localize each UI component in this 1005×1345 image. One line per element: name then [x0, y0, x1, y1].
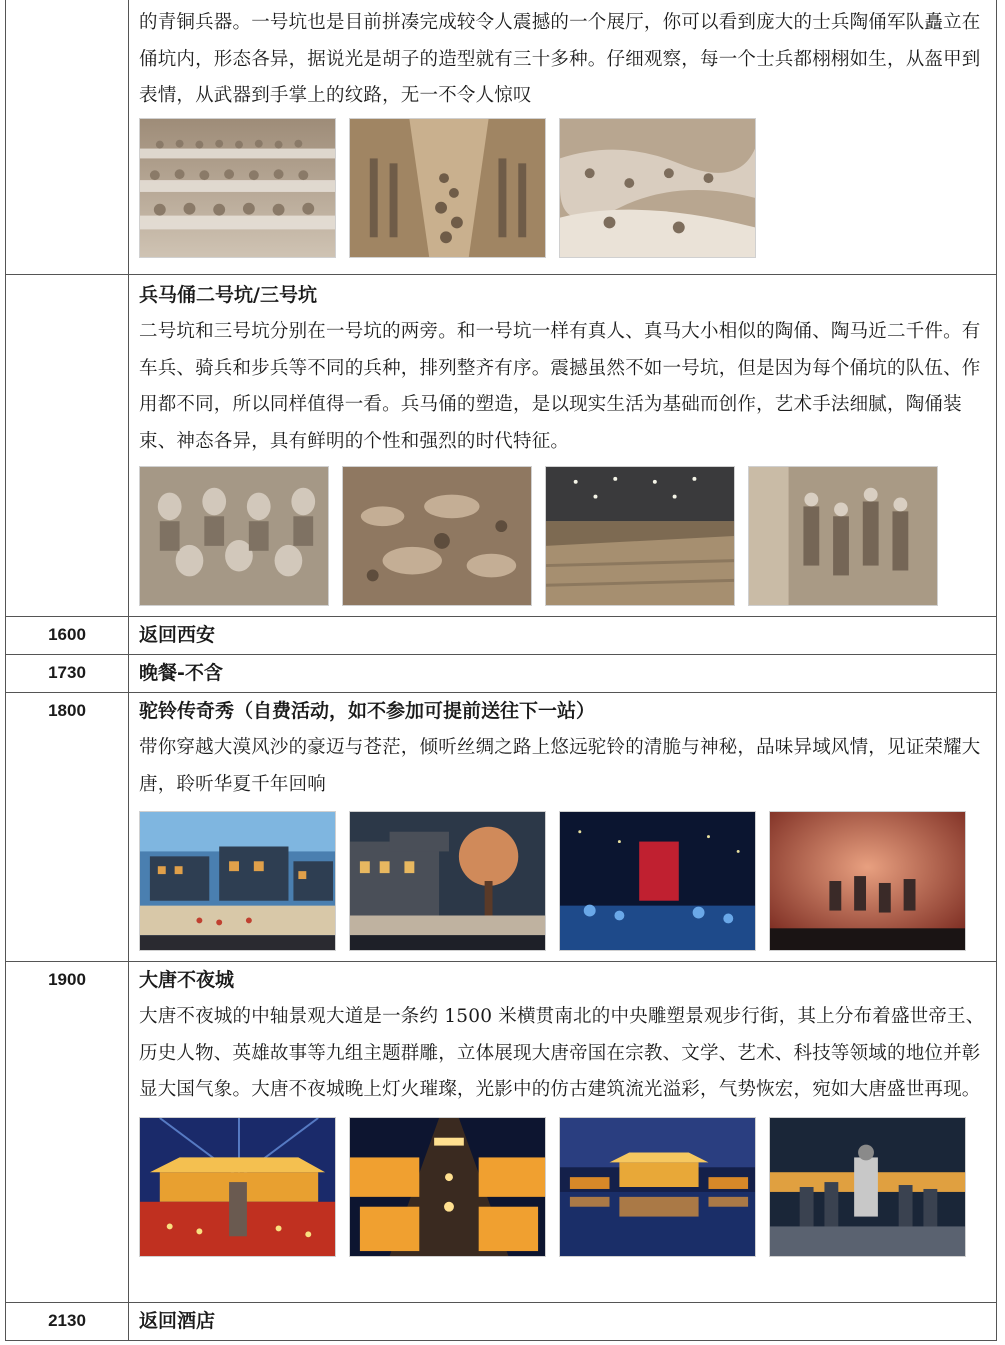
activity-description: 二号坑和三号坑分别在一号坑的两旁。和一号坑一样有真人、真马大小相似的陶俑、陶马近二千件。有车兵、骑兵和步兵等不同的兵种，排列整齐有序。震撼虽然不如一号坑，但是因为每个俑坑的队伍、作用都不同，所以同样值得一看。兵马俑的塑造，是以现实生活为基础而创作，艺术手法细腻，陶俑装束、神态各异，具有鲜明的个性和强烈的时代特征。 [139, 321, 981, 452]
photo-strip [139, 1109, 988, 1267]
content-cell [129, 1303, 997, 1341]
activity-title: 驼铃传奇秀（自费活动，如不参加可提前送往下一站） [139, 700, 596, 722]
tang-avenue-aerial-photo [349, 1117, 546, 1257]
terracotta-pit1-rows-photo [349, 118, 546, 258]
pit3-figures-photo [748, 466, 938, 606]
activity-title: 返回酒店 [139, 1310, 216, 1332]
activity-description: 的青铜兵器。一号坑也是目前拼凑完成较令人震撼的一个展厅，你可以看到庞大的士兵陶俑军队矗立在俑坑内，形态各异，据说光是胡子的造型就有三十多种。仔细观察，每一个士兵都栩栩如生，从盔甲到表情，从武器到手掌上的纹路，无一不令人惊叹 [139, 12, 981, 106]
time-cell [6, 275, 129, 617]
warriors-closeup-photo [139, 466, 329, 606]
activity-title: 兵马俑二号坑/三号坑 [139, 284, 317, 306]
itinerary-row [6, 962, 997, 1303]
activity-description: 带你穿越大漠风沙的豪迈与苍茫，倾听丝绸之路上悠远驼铃的清脆与神秘，品味异域风情，见证荣耀大唐，聆听华夏千年回响 [139, 737, 981, 795]
photo-strip [139, 115, 988, 268]
time-cell: 1800 [6, 693, 129, 962]
time-cell: 1600 [6, 617, 129, 655]
itinerary-row [6, 0, 997, 275]
itinerary-table [5, 0, 997, 1341]
time-cell: 2130 [6, 1303, 129, 1341]
activity-title: 大唐不夜城 [139, 969, 235, 991]
show-stage-tree-photo [349, 811, 546, 951]
activity-title: 晚餐-不含 [139, 662, 223, 684]
content-cell [129, 0, 997, 275]
content-cell [129, 275, 997, 617]
content-cell [129, 617, 997, 655]
show-stage-city-photo [139, 811, 336, 951]
content-cell [129, 693, 997, 962]
terracotta-pit1-photo [139, 118, 336, 258]
content-cell [129, 655, 997, 693]
tang-lake-reflection-photo [559, 1117, 756, 1257]
photo-strip [139, 803, 988, 961]
show-stage-blue-photo [559, 811, 756, 951]
itinerary-row [6, 275, 997, 617]
activity-title: 返回西安 [139, 624, 216, 646]
time-cell [6, 0, 129, 275]
itinerary-row [6, 693, 997, 962]
content-cell [129, 962, 997, 1303]
pit2-hall-photo [545, 466, 735, 606]
pit2-fragments-photo [342, 466, 532, 606]
itinerary-row [6, 617, 997, 655]
show-stage-smoke-photo [769, 811, 966, 951]
tang-statue-night-photo [769, 1117, 966, 1257]
terracotta-pit1-excavation-photo [559, 118, 756, 258]
time-cell: 1730 [6, 655, 129, 693]
tang-palace-night-photo [139, 1117, 336, 1257]
itinerary-row [6, 1303, 997, 1341]
itinerary-row [6, 655, 997, 693]
photo-strip [139, 460, 988, 616]
activity-description: 大唐不夜城的中轴景观大道是一条约 1500 米横贯南北的中央雕塑景观步行街，其上分布着盛世帝王、历史人物、英雄故事等九组主题群雕，立体展现大唐帝国在宗教、文学、艺术、科技等领域的地位并彰显大国气象。大唐不夜城晚上灯火璀璨，光影中的仿古建筑流光溢彩，气势恢宏，宛如大唐盛世再现。 [139, 1006, 985, 1100]
time-cell: 1900 [6, 962, 129, 1303]
